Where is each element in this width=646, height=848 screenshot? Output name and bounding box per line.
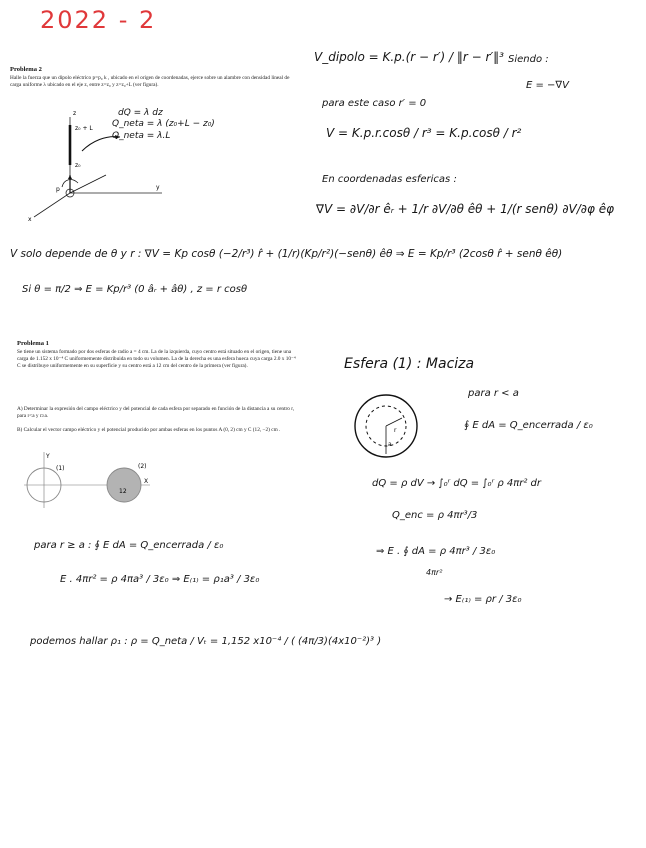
label-zL: z₀ + L: [75, 125, 93, 132]
gauss-sphere-sketch: [352, 392, 420, 460]
note-qenc: Q_enc = ρ 4πr³/3: [392, 510, 478, 521]
p1-label-12: 12: [119, 488, 127, 495]
label-z: z: [73, 110, 77, 117]
label-p: p: [56, 186, 60, 193]
problem1-text2: A) Determinar la expresión del campo eléctrico y del potencial de cada esfera por separado en función de la distancia a su centro r, para r<a y r≥a.: [17, 406, 295, 419]
p1-label-s1: (1): [56, 465, 65, 472]
problem1-text3: B) Calcular el vector campo eléctrico y el potencial producido por ambas esferas en los puntos A (0, 2) cm y C (12, −2) cm .: [17, 427, 281, 433]
note-para-este-caso: para este caso r′ = 0: [322, 98, 427, 109]
circle-label-a: a: [388, 441, 392, 448]
note-si-theta: Si θ = π/2 ⇒ E = Kp/r³ (0 âᵣ + âθ) , z = r cosθ: [22, 284, 248, 295]
sphere-2: [107, 468, 141, 502]
note-e1-inner: → E₍₁₎ = ρr / 3ε₀: [444, 594, 522, 605]
fig-note-qneta1: Q_neta = λ (z₀+L − z₀): [112, 119, 215, 129]
year-heading: 2022 - 2: [40, 6, 157, 34]
note-siendo: Siendo :: [508, 54, 549, 65]
note-grad: ∇V = ∂V/∂r êᵣ + 1/r ∂V/∂θ êθ + 1/(r senθ) ∂V/∂φ êφ: [316, 202, 615, 216]
problem1-title: Problema 1: [17, 340, 49, 347]
label-z0: z₀: [75, 162, 81, 169]
note-gauss-inner: ∮ E dA = Q_encerrada / ε₀: [464, 420, 593, 431]
radius-r: [386, 418, 402, 426]
note-hallar: podemos hallar ρ₁ : ρ = Q_neta / Vₜ = 1,152 x10⁻⁴ / ( (4π/3)(4x10⁻²)³ ): [30, 636, 382, 647]
label-y: y: [156, 184, 160, 191]
fig-note-dq: dQ = λ dz: [118, 108, 163, 118]
note-e-outer: E . 4πr² = ρ 4πa³ / 3ε₀ ⇒ E₍₁₎ = ρ₁a³ / 3ε₀: [60, 574, 260, 585]
p1-label-s2: (2): [138, 463, 147, 470]
problem2-text: Halle la fuerza que un dipolo eléctrico p=p₀ k , ubicado en el origen de coordenadas, ejerce sobre un alambre con densidad lineal de carga uniforme λ ubicado en el eje z, entre z=z₀ y z=z₀+L (ver figura).: [10, 75, 290, 88]
circle-label-r: r: [394, 427, 397, 434]
dipole-arrow-head: [68, 175, 72, 179]
p1-label-x: X: [144, 478, 149, 485]
note-four-pi-r2: 4πr²: [426, 568, 443, 577]
note-solo-depende: V solo depende de θ y r : ∇V = Kp cosθ (−2/r³) r̂ + (1/r)(Kp/r²)(−senθ) êθ ⇒ E = Kp/r³ (2cosθ r̂ + senθ êθ): [10, 248, 563, 260]
note-para-r-mayor: para r ≥ a : ∮ E dA = Q_encerrada / ε₀: [34, 540, 224, 551]
note-implies: ⇒ E . ∮ dA = ρ 4πr³ / 3ε₀: [376, 546, 496, 557]
x-axis: [34, 193, 70, 217]
note-esfera: Esfera (1) : Maciza: [344, 356, 475, 372]
problem1-text1: Se tiene un sistema formado por dos esferas de radio a = 4 cm. La de la izquierda, cuyo centro está situado en el origen, tiene una carga de 1.152 x 10⁻⁴ C uniformemente distribuida en todo su volumen. La de la derecha es una esfera hueca cuya carga 2.0 x 10⁻⁴ C se distribuye uniformemente en su superficie y su centro está a 12 cm del centro de la primera (ver figura).: [17, 349, 296, 369]
problem1-figure: [20, 450, 170, 510]
problem2-title: Problema 2: [10, 66, 42, 73]
note-v-eq: V = K.p.r.cosθ / r³ = K.p.cosθ / r²: [326, 126, 522, 140]
note-para-r-menor: para r < a: [468, 388, 519, 399]
p1-label-y: Y: [46, 453, 50, 460]
note-v-dipolo: V_dipolo = K.p.(r − r′) / ‖r − r′‖³: [314, 50, 504, 64]
radius-line: [70, 175, 106, 193]
note-dq: dQ = ρ dV → ∫₀ʳ dQ = ∫₀ʳ ρ 4πr² dr: [372, 478, 541, 489]
fig-note-qneta2: Q_neta = λ.L: [112, 131, 171, 141]
label-x: x: [28, 216, 32, 223]
note-e-grad: E = −∇V: [526, 80, 569, 91]
note-esfericas: En coordenadas esfericas :: [322, 174, 457, 185]
